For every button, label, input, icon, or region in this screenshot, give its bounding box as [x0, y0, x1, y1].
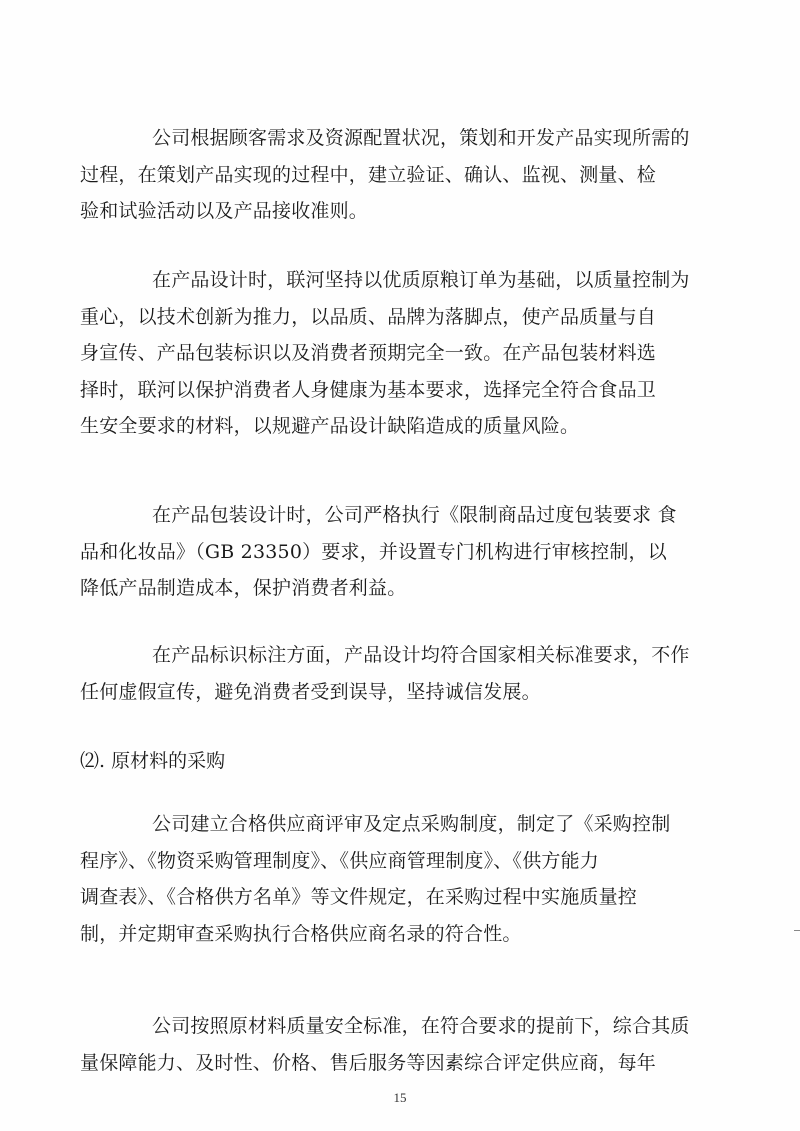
paragraph-line: 公司建立合格供应商评审及定点采购制度，制定了《采购控制 [152, 813, 671, 835]
paragraph-line: 在产品设计时，联河坚持以优质原粮订单为基础，以质量控制为 [152, 269, 690, 291]
paragraph-line: 品和化妆品》（GB 23350）要求，并设置专门机构进行审核控制，以 [80, 540, 667, 563]
paragraph-line: 在产品标识标注方面，产品设计均符合国家相关标准要求，不作 [152, 644, 690, 666]
paragraph-line: 程序》、《物资采购管理制度》、《供应商管理制度》、《供方能力 [80, 849, 600, 872]
paragraph-line: 生安全要求的材料，以规避产品设计缺陷造成的质量风险。 [80, 415, 580, 437]
paragraph-line: 任何虚假宣传，避免消费者受到误导，坚持诚信发展。 [80, 680, 541, 703]
section-heading: ⑵. 原材料的采购 [80, 750, 226, 772]
paragraph-product-realization [80, 120, 690, 230]
paragraph-line: 量保障能力、及时性、价格、售后服务等因素综合评定供应商，每年 [80, 1051, 657, 1074]
paragraph-line: 在产品包装设计时，公司严格执行《限制商品过度包装要求 食 [152, 504, 677, 526]
paragraph-line: 调查表》、《合格供方名单》等文件规定，在采购过程中实施质量控 [80, 886, 638, 908]
paragraph-product-design [80, 262, 690, 445]
paragraph-line: 过程，在策划产品实现的过程中，建立验证、确认、监视、测量、检 [80, 163, 657, 186]
paragraph-packaging-design [80, 497, 690, 607]
paragraph-product-labeling [80, 637, 690, 710]
paragraph-line: 择时，联河以保护消费者人身健康为基本要求，选择完全符合食品卫 [80, 378, 657, 401]
paragraph-line: 降低产品制造成本，保护消费者利益。 [80, 577, 407, 599]
paragraph-line: 公司按照原材料质量安全标准，在符合要求的提前下，综合其质 [152, 1015, 690, 1037]
paragraph-line: 制，并定期审查采购执行合格供应商名录的符合性。 [80, 922, 522, 945]
paragraph-line: 公司根据顾客需求及资源配置状况，策划和开发产品实现所需的 [152, 127, 690, 149]
paragraph-supplier-system [80, 806, 690, 952]
paragraph-supplier-evaluation [80, 1008, 690, 1081]
paragraph-line: 验和试验活动以及产品接收准则。 [80, 200, 369, 222]
paragraph-line: 重心，以技术创新为推力，以品质、品牌为落脚点，使产品质量与自 [80, 305, 657, 328]
page-number: 15 [393, 1090, 407, 1105]
scan-edge-mark [794, 930, 800, 931]
paragraph-line: 身宣传、产品包装标识以及消费者预期完全一致。在产品包装材料选 [80, 342, 657, 364]
